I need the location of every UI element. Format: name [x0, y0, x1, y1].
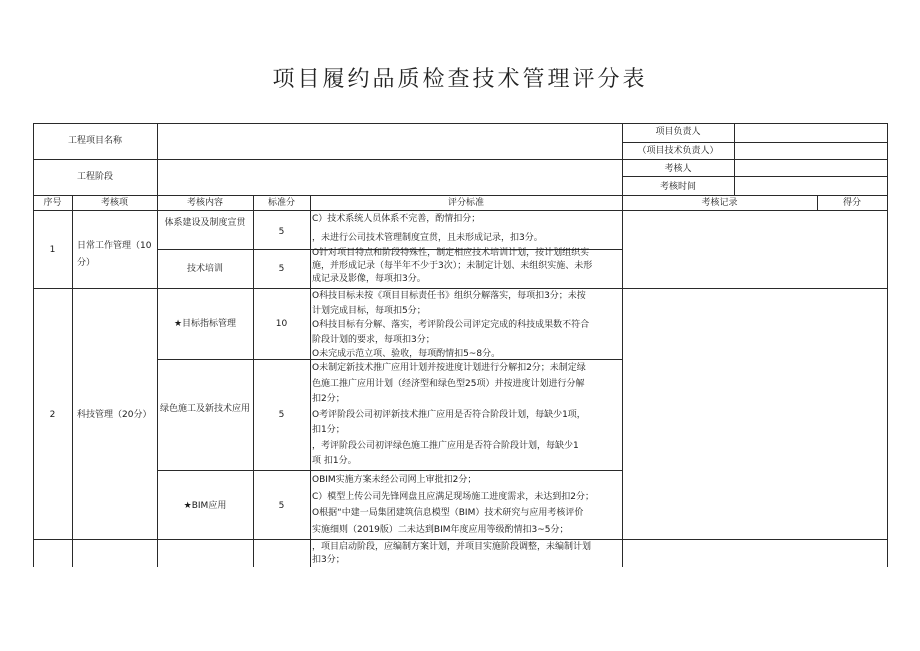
criteria-line: 色施工推广应用计划（经济型和绿色型25项）并按进度计划进行分解 [312, 378, 585, 389]
criteria-line: C）技术系统人员体系不完善，酌情扣分； [312, 214, 481, 224]
criteria-line: 施，并形成记录（每半年不少于3次）；未制定计划、未组织实施、未形 [312, 261, 593, 271]
scoring-criteria [312, 361, 620, 470]
criteria-line: O科技目标有分解、落实，考评阶段公司评定完成的科技成果数不符合 [312, 320, 590, 330]
criteria-line: OBIM实施方案未经公司网上审批扣2分； [312, 475, 477, 485]
row-divider [33, 210, 887, 211]
criteria-line: 扣1分； [312, 425, 345, 435]
criteria-line: C）模型上传公司先锋网盘且应满足现场施工进度需求，未达到扣2分； [312, 491, 595, 502]
row-divider [157, 470, 622, 471]
scoring-criteria [312, 289, 620, 362]
project-manager-label: 项目负责人 [655, 127, 701, 137]
criteria-line: 阶段计划的要求，每项扣3分； [312, 334, 435, 345]
table-border-right [887, 123, 888, 567]
row-divider [734, 142, 887, 143]
criteria-line: 实施细则（2019版）二未达到BIM年度应用等级酌情扣3~5分； [312, 524, 569, 535]
page-title: 项目履约品质检查技术管理评分表 [272, 67, 648, 92]
standard-score: 10 [275, 319, 288, 329]
criteria-line: ，未进行公司技术管理制度宣贯，且未形成记录，扣3分。 [312, 232, 543, 243]
scoring-criteria [312, 212, 620, 245]
row-divider [33, 539, 887, 540]
project-name-label: 工程项目名称 [67, 136, 122, 146]
criteria-line: O考评阶段公司初评新技术推广应用是否符合阶段计划，每缺少1项， [312, 409, 586, 420]
standard-score: 5 [278, 264, 285, 274]
scoring-criteria [312, 472, 620, 538]
assessment-content: ★BIM应用 [183, 501, 227, 511]
scoring-criteria [312, 541, 620, 567]
criteria-line: O根据“中建一局集团建筑信息模型（BIM）技术研究与应用考核评价 [312, 508, 584, 518]
col-header-standard-score: 标准分 [267, 198, 295, 208]
col-header-score: 得分 [842, 198, 861, 208]
criteria-line: 计划完成目标，每项扣5分； [312, 305, 426, 316]
col-header-item: 考核项 [100, 198, 128, 208]
criteria-line: 项 扣1分。 [312, 456, 357, 466]
criteria-line: 扣2分； [312, 394, 345, 404]
standard-score: 5 [278, 410, 285, 420]
col-divider [310, 195, 311, 567]
assessment-content: 体系建设及制度宣贯 [164, 218, 246, 228]
col-header-criteria: 评分标准 [447, 198, 484, 208]
row-number: 2 [49, 410, 56, 420]
scoring-criteria [312, 247, 620, 286]
assessment-content: ★目标指标管理 [173, 319, 237, 329]
criteria-line: 成记录及影像，每项扣3分。 [312, 274, 426, 284]
criteria-line: O未完成示范立项、验收，每项酌情扣5~8分。 [312, 349, 501, 359]
col-header-no: 序号 [43, 198, 62, 208]
assessment-content: 技术培训 [186, 264, 223, 274]
criteria-line: O未制定新技术推广应用计划并按进度计划进行分解扣2分；未制定绿 [312, 363, 586, 373]
project-stage-label: 工程阶段 [76, 172, 113, 182]
assessment-content: 绿色施工及新技术应用 [160, 404, 251, 414]
assessor-label: 考核人 [664, 164, 692, 174]
assess-time-label: 考核时间 [659, 182, 696, 192]
row-number: 1 [49, 245, 56, 255]
criteria-line: O针对项目特点和阶段特殊性，制定相应技术培训计划，按计划组织实 [312, 248, 590, 258]
criteria-line: O科技目标未按《项目目标责任书》组织分解落实，每项扣3分；未按 [312, 291, 586, 301]
standard-score: 5 [278, 227, 285, 237]
row-divider [622, 142, 734, 143]
row-divider [33, 159, 887, 160]
tech-manager-label: （项目技术负责人） [637, 146, 719, 156]
standard-score: 5 [278, 501, 285, 511]
criteria-line: 扣3分； [312, 555, 345, 565]
criteria-line: ，考评阶段公司初评绿色施工推广应用是否符合阶段计划，每缺少1 [312, 440, 579, 451]
table-border-top [33, 123, 887, 124]
col-header-record: 考核记录 [701, 198, 738, 208]
assessment-item: 科技管理（20分） [77, 410, 152, 420]
row-divider [33, 195, 887, 196]
table-border-left [33, 123, 34, 567]
criteria-line: ，项目启动阶段，应编制方案计划，并项目实施阶段调整，未编制计划 [312, 542, 592, 552]
row-divider [622, 176, 887, 177]
assessment-item: 日常工作管理（10分） [77, 241, 152, 268]
col-header-content: 考核内容 [186, 198, 223, 208]
col-divider [734, 123, 735, 195]
col-divider [72, 195, 73, 567]
